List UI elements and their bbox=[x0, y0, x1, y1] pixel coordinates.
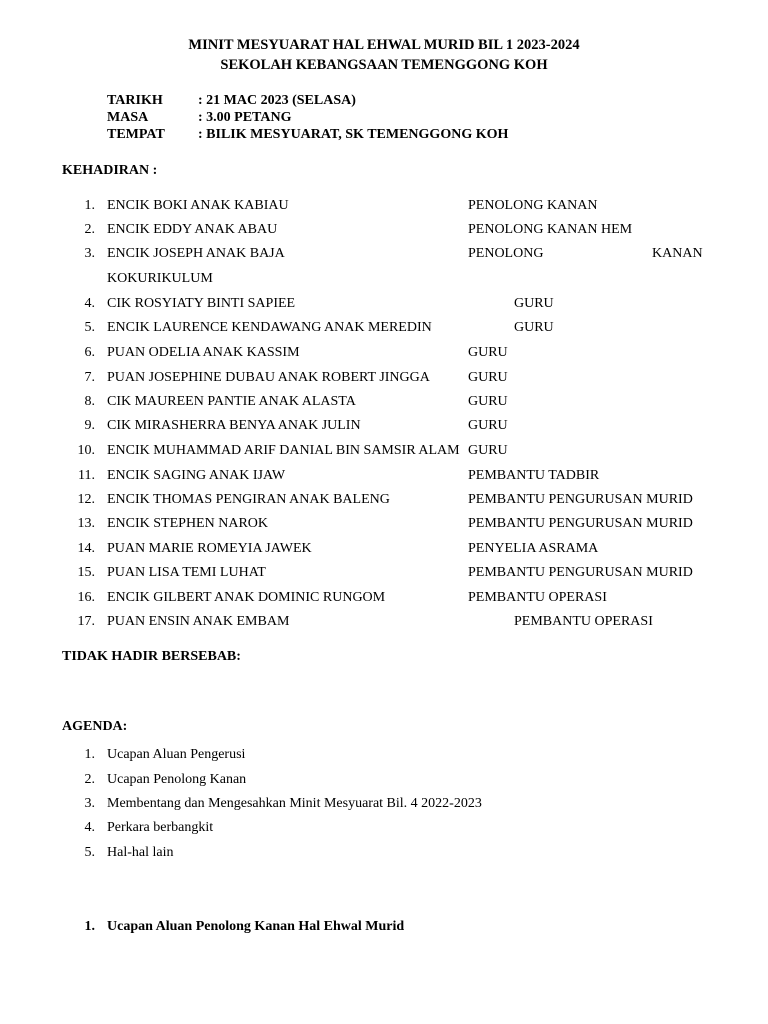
school-name: SEKOLAH KEBANGSAAN TEMENGGONG KOH bbox=[220, 57, 548, 73]
attendee-name: ENCIK STEPHEN NAROK bbox=[107, 516, 268, 531]
attendee-role: PEMBANTU PENGURUSAN MURID bbox=[468, 516, 693, 531]
attendee-number: 12. bbox=[77, 492, 95, 507]
attendee-name: CIK MIRASHERRA BENYA ANAK JULIN bbox=[107, 418, 361, 433]
attendee-number: 13. bbox=[77, 516, 95, 531]
attendee-name: ENCIK BOKI ANAK KABIAU bbox=[107, 198, 289, 213]
attendee-name: ENCIK EDDY ANAK ABAU bbox=[107, 222, 278, 237]
attendee-name: ENCIK JOSEPH ANAK BAJA bbox=[107, 246, 285, 261]
attendance-heading: KEHADIRAN : bbox=[62, 163, 158, 178]
attendee-name: PUAN MARIE ROMEYIA JAWEK bbox=[107, 541, 312, 556]
attendee-role: GURU bbox=[468, 394, 508, 409]
attendee-number: 8. bbox=[84, 394, 95, 409]
attendee-number: 3. bbox=[84, 246, 95, 261]
attendee-role: PENOLONG bbox=[468, 246, 544, 261]
attendee-role: PENOLONG KANAN HEM bbox=[468, 222, 633, 237]
attendee-name: PUAN ENSIN ANAK EMBAM bbox=[107, 614, 290, 629]
attendee-name: ENCIK THOMAS PENGIRAN ANAK BALENG bbox=[107, 492, 390, 507]
attendee-number: 14. bbox=[77, 541, 95, 556]
attendee-role: GURU bbox=[514, 320, 554, 335]
attendee-role: PEMBANTU OPERASI bbox=[514, 614, 653, 629]
meta-value-date: : 21 MAC 2023 (SELASA) bbox=[198, 93, 356, 108]
attendee-role: GURU bbox=[468, 345, 508, 360]
attendee-number: 4. bbox=[84, 296, 95, 311]
agenda-item: Ucapan Aluan Pengerusi bbox=[107, 747, 246, 762]
attendee-number: 2. bbox=[84, 222, 95, 237]
attendee-role-wrap: KOKURIKULUM bbox=[107, 271, 213, 286]
attendee-role: PENOLONG KANAN bbox=[468, 198, 598, 213]
attendee-number: 9. bbox=[84, 418, 95, 433]
attendee-role: PENYELIA ASRAMA bbox=[468, 541, 599, 556]
attendee-name: PUAN ODELIA ANAK KASSIM bbox=[107, 345, 300, 360]
attendee-role: PEMBANTU OPERASI bbox=[468, 590, 607, 605]
agenda-number: 4. bbox=[84, 820, 95, 835]
agenda-item: Membentang dan Mengesahkan Minit Mesyuarat Bil. 4 2022-2023 bbox=[107, 796, 482, 811]
attendee-role: GURU bbox=[514, 296, 554, 311]
meta-label-date: TARIKH bbox=[107, 93, 163, 108]
agenda-item: Hal-hal lain bbox=[107, 845, 174, 860]
attendee-number: 11. bbox=[78, 468, 95, 483]
meta-label-place: TEMPAT bbox=[107, 127, 165, 142]
attendee-number: 1. bbox=[84, 198, 95, 213]
attendee-name: ENCIK MUHAMMAD ARIF DANIAL BIN SAMSIR ALAM bbox=[107, 443, 460, 458]
agenda-item: Ucapan Penolong Kanan bbox=[107, 772, 247, 787]
attendee-number: 16. bbox=[77, 590, 95, 605]
attendee-name: ENCIK SAGING ANAK IJAW bbox=[107, 468, 286, 483]
absent-heading: TIDAK HADIR BERSEBAB: bbox=[62, 649, 241, 664]
attendee-number: 7. bbox=[84, 370, 95, 385]
attendee-name: CIK MAUREEN PANTIE ANAK ALASTA bbox=[107, 394, 356, 409]
document-title: MINIT MESYUARAT HAL EHWAL MURID BIL 1 2023-2024 bbox=[188, 37, 580, 53]
attendee-number: 15. bbox=[77, 565, 95, 580]
attendee-number: 6. bbox=[84, 345, 95, 360]
meta-label-time: MASA bbox=[107, 110, 149, 125]
attendee-number: 5. bbox=[84, 320, 95, 335]
attendee-name: ENCIK LAURENCE KENDAWANG ANAK MEREDIN bbox=[107, 320, 432, 335]
agenda-heading: AGENDA: bbox=[62, 719, 128, 734]
attendee-number: 17. bbox=[77, 614, 95, 629]
section-heading: Ucapan Aluan Penolong Kanan Hal Ehwal Murid bbox=[107, 919, 405, 934]
attendee-role: PEMBANTU TADBIR bbox=[468, 468, 600, 483]
attendee-role: PEMBANTU PENGURUSAN MURID bbox=[468, 492, 693, 507]
agenda-number: 5. bbox=[84, 845, 95, 860]
agenda-number: 1. bbox=[84, 747, 95, 762]
attendee-role: GURU bbox=[468, 418, 508, 433]
attendee-number: 10. bbox=[77, 443, 95, 458]
agenda-item: Perkara berbangkit bbox=[107, 820, 214, 835]
attendee-name: ENCIK GILBERT ANAK DOMINIC RUNGOM bbox=[107, 590, 386, 605]
attendee-role: GURU bbox=[468, 443, 508, 458]
attendee-role-continued: KANAN bbox=[652, 246, 703, 261]
section-number: 1. bbox=[84, 919, 95, 934]
meta-value-time: : 3.00 PETANG bbox=[198, 110, 292, 125]
attendee-role: GURU bbox=[468, 370, 508, 385]
agenda-number: 2. bbox=[84, 772, 95, 787]
attendee-name: PUAN LISA TEMI LUHAT bbox=[107, 565, 266, 580]
attendee-role: PEMBANTU PENGURUSAN MURID bbox=[468, 565, 693, 580]
attendee-name: PUAN JOSEPHINE DUBAU ANAK ROBERT JINGGA bbox=[107, 370, 430, 385]
agenda-number: 3. bbox=[84, 796, 95, 811]
attendee-name: CIK ROSYIATY BINTI SAPIEE bbox=[107, 296, 296, 311]
meta-value-place: : BILIK MESYUARAT, SK TEMENGGONG KOH bbox=[198, 127, 509, 142]
